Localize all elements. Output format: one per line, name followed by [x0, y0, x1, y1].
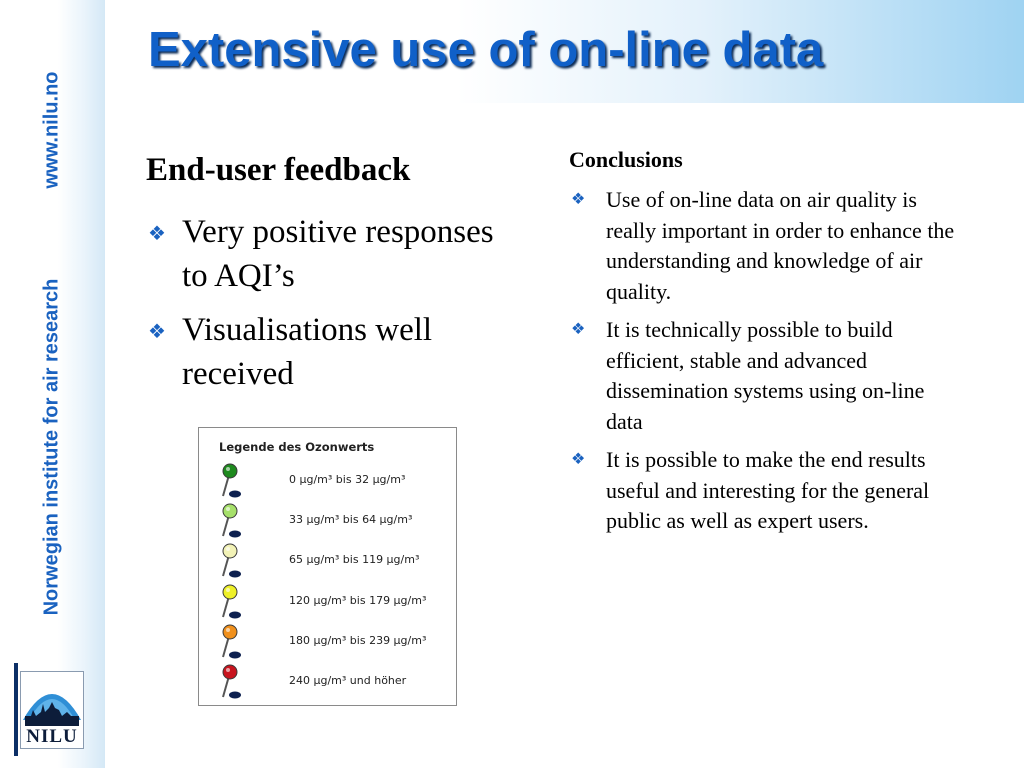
logo-text: NILU — [26, 726, 78, 747]
map-pin-icon — [213, 542, 253, 582]
feedback-list — [146, 210, 506, 406]
map-pin-icon — [213, 462, 253, 502]
conclusions-list — [569, 185, 959, 545]
list-item — [146, 308, 506, 396]
legend-row — [213, 583, 449, 623]
conclusions-heading: Conclusions — [569, 147, 683, 172]
legend-label: 240 µg/m³ und höher — [289, 674, 407, 687]
legend-title: Legende des Ozonwerts — [219, 440, 375, 454]
map-pin-icon — [213, 663, 253, 703]
nilu-logo — [20, 671, 84, 749]
legend-row — [213, 542, 449, 582]
feedback-heading: End-user feedback — [146, 152, 411, 188]
list-item — [569, 315, 959, 437]
bullet-text: It is technically possible to build efficient, stable and advanced dissemination systems using on-line data — [606, 317, 925, 434]
ozone-legend — [198, 427, 457, 706]
list-item — [146, 210, 506, 298]
diamond-bullet-icon: ❖ — [571, 451, 586, 468]
diamond-bullet-icon: ❖ — [571, 191, 586, 208]
list-item — [569, 445, 959, 537]
website-url[interactable]: www.nilu.no — [40, 71, 63, 189]
legend-row — [213, 462, 449, 502]
legend-label: 120 µg/m³ bis 179 µg/m³ — [289, 593, 427, 607]
map-pin-icon — [213, 583, 253, 623]
legend-label: 65 µg/m³ bis 119 µg/m³ — [289, 553, 420, 567]
legend-row — [213, 623, 449, 663]
institute-name: Norwegian institute for air research — [40, 278, 63, 616]
legend-label: 0 µg/m³ bis 32 µg/m³ — [289, 473, 406, 486]
bullet-text: Very positive responses to AQI’s — [182, 214, 494, 294]
sidebar — [0, 0, 105, 768]
legend-label: 180 µg/m³ bis 239 µg/m³ — [289, 633, 427, 647]
slide-title: Extensive use of on-line data — [148, 23, 824, 77]
bullet-text: Visualisations well received — [182, 312, 433, 392]
legend-row — [213, 663, 449, 703]
legend-label: 33 µg/m³ bis 64 µg/m³ — [289, 513, 413, 527]
mountain-skyline-icon — [21, 672, 83, 726]
list-item — [569, 185, 959, 307]
diamond-bullet-icon: ❖ — [571, 321, 586, 338]
logo-accent-bar — [14, 663, 18, 756]
map-pin-icon — [213, 502, 253, 542]
diamond-bullet-icon: ❖ — [148, 223, 166, 245]
legend-row — [213, 502, 449, 542]
bullet-text: Use of on-line data on air quality is really important in order to enhance the understanding and knowledge of air quality. — [606, 187, 955, 304]
bullet-text: It is possible to make the end results useful and interesting for the general public as well as expert users. — [606, 447, 930, 533]
diamond-bullet-icon: ❖ — [148, 321, 166, 343]
map-pin-icon — [213, 623, 253, 663]
